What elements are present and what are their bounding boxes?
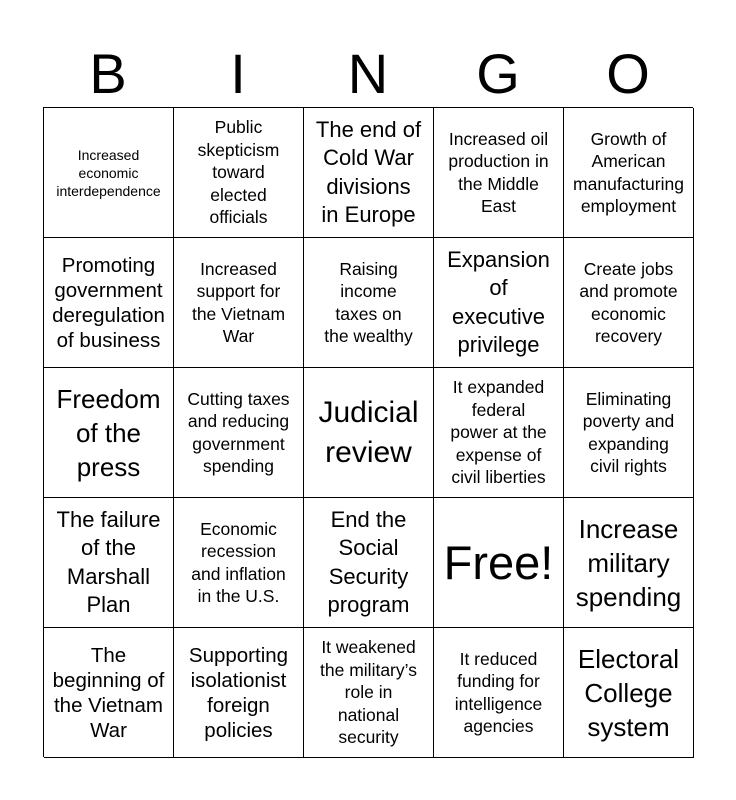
bingo-cell-i5[interactable] (174, 628, 304, 758)
cell-text: Growth of American manufacturing employment (573, 128, 684, 216)
bingo-cell-i2[interactable] (174, 238, 304, 368)
cell-text: Economic recession and inflation in the U.S. (191, 518, 286, 606)
bingo-cell-b3[interactable] (44, 368, 174, 498)
bingo-cell-b1[interactable] (44, 108, 174, 238)
bingo-cell-o2[interactable] (564, 238, 694, 368)
bingo-cell-g1[interactable] (434, 108, 564, 238)
bingo-cell-i4[interactable] (174, 498, 304, 628)
cell-text: Increased economic interdependence (56, 146, 161, 199)
bingo-card-grid (43, 107, 693, 757)
bingo-cell-b2[interactable] (44, 238, 174, 368)
cell-text: Increased support for the Vietnam War (191, 258, 286, 346)
bingo-cell-g5[interactable] (434, 628, 564, 758)
cell-text: It weakened the military’s role in national security (320, 637, 417, 748)
bingo-cell-i3[interactable] (174, 368, 304, 498)
bingo-cell-o4[interactable] (564, 498, 694, 628)
cell-text: Raising income taxes on the wealthy (324, 258, 413, 346)
header-letter-b: B (89, 42, 127, 105)
header-letter-g: G (476, 42, 520, 105)
bingo-cell-b5[interactable] (44, 628, 174, 758)
cell-text: The failure of the Marshall Plan (56, 506, 161, 617)
cell-text: Promoting government deregulation of business (52, 253, 165, 352)
bingo-cell-n3[interactable] (304, 368, 434, 498)
bingo-cell-i1[interactable] (174, 108, 304, 238)
cell-text: End the Social Security program (327, 506, 410, 617)
cell-text: Cutting taxes and reducing government spending (187, 388, 290, 476)
cell-text: The beginning of the Vietnam War (52, 643, 165, 742)
cell-text: Increased oil production in the Middle East (448, 128, 549, 216)
header-letter-o: O (606, 42, 650, 105)
bingo-cell-g2[interactable] (434, 238, 564, 368)
cell-text: Public skepticism toward elected officials (197, 117, 280, 228)
cell-text: It expanded federal power at the expense of civil liberties (450, 377, 547, 488)
cell-text: Supporting isolationist foreign policies (188, 643, 289, 742)
bingo-cell-n4[interactable] (304, 498, 434, 628)
cell-text: Freedom of the press (56, 383, 161, 482)
cell-text: Expansion of executive privilege (447, 246, 550, 357)
bingo-cell-g4[interactable] (434, 498, 564, 628)
bingo-cell-o5[interactable] (564, 628, 694, 758)
bingo-cell-b4[interactable] (44, 498, 174, 628)
cell-text: It reduced funding for intelligence agencies (454, 648, 543, 736)
bingo-cell-o3[interactable] (564, 368, 694, 498)
cell-text: Create jobs and promote economic recovery (579, 258, 678, 346)
bingo-cell-n5[interactable] (304, 628, 434, 758)
free-space-text: Free! (443, 535, 554, 589)
cell-text: Judicial review (318, 395, 419, 469)
cell-text: Eliminating poverty and expanding civil rights (582, 388, 675, 476)
bingo-cell-n2[interactable] (304, 238, 434, 368)
header-letter-n: N (347, 42, 389, 105)
bingo-cell-g3[interactable] (434, 368, 564, 498)
bingo-cell-o1[interactable] (564, 108, 694, 238)
bingo-header (43, 40, 693, 108)
header-letter-i: I (230, 42, 246, 105)
cell-text: Increase military spending (575, 513, 682, 612)
cell-text: Electoral College system (577, 643, 680, 742)
cell-text: The end of Cold War divisions in Europe (315, 116, 422, 227)
bingo-cell-n1[interactable] (304, 108, 434, 238)
